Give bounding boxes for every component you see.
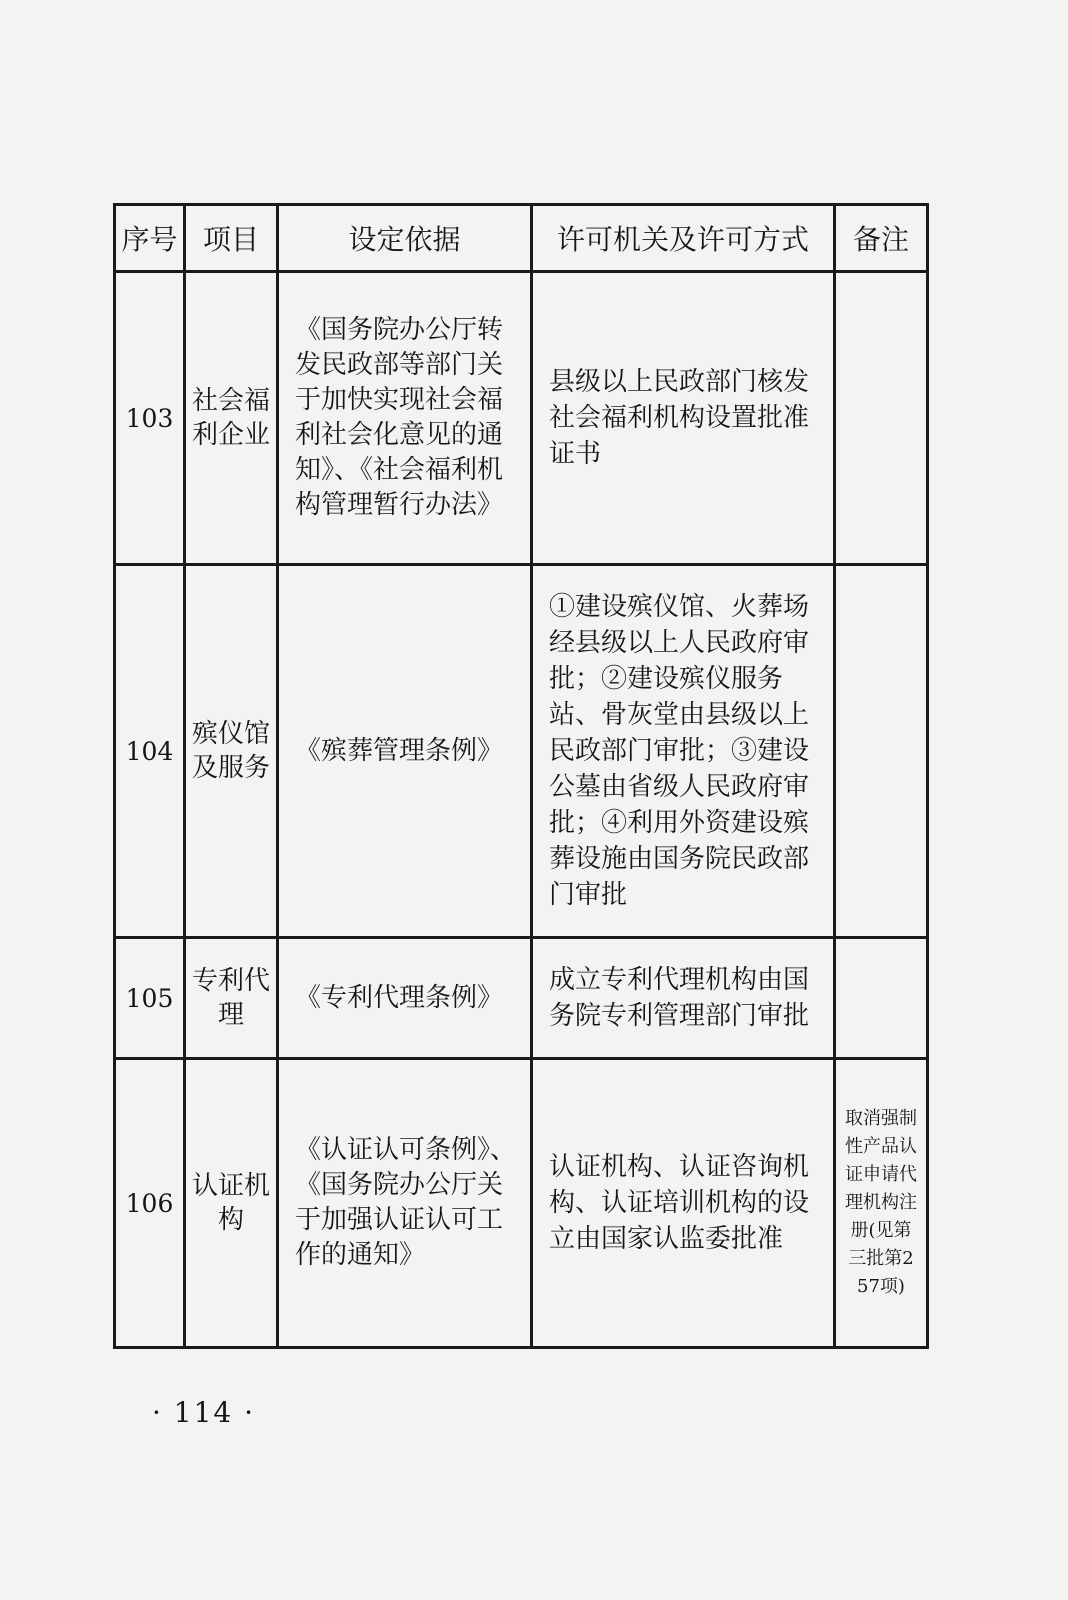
row-authority-method: 认证机构、认证咨询机构、认证培训机构的设立由国家认监委批准 [532, 1059, 835, 1348]
row-authority-method: ①建设殡仪馆、火葬场经县级以上人民政府审批；②建设殡仪服务站、骨灰堂由县级以上民政部门审批；③建设公墓由省级人民政府审批；④利用外资建设殡葬设施由国务院民政部门审批 [532, 565, 835, 938]
approval-items-table-container [113, 203, 926, 1349]
row-item: 专利代理 [185, 938, 278, 1059]
row-remarks [835, 938, 928, 1059]
row-number: 106 [115, 1059, 185, 1348]
header-legal-basis: 设定依据 [278, 205, 532, 272]
header-authority-method: 许可机关及许可方式 [532, 205, 835, 272]
row-remarks: 取消强制性产品认证申请代理机构注册(见第三批第257项) [835, 1059, 928, 1348]
page-number: · 114 · [152, 1396, 256, 1429]
row-number: 103 [115, 272, 185, 565]
header-item: 项目 [185, 205, 278, 272]
row-legal-basis: 《殡葬管理条例》 [278, 565, 532, 938]
row-item: 社会福利企业 [185, 272, 278, 565]
table-row [115, 272, 928, 565]
row-legal-basis: 《专利代理条例》 [278, 938, 532, 1059]
approval-items-table [113, 203, 929, 1349]
row-legal-basis: 《认证认可条例》、《国务院办公厅关于加强认证认可工作的通知》 [278, 1059, 532, 1348]
row-legal-basis: 《国务院办公厅转发民政部等部门关于加快实现社会福利社会化意见的通知》、《社会福利机构管理暂行办法》 [278, 272, 532, 565]
table-row [115, 1059, 928, 1348]
row-number: 105 [115, 938, 185, 1059]
table-header-row [115, 205, 928, 272]
row-remarks [835, 565, 928, 938]
header-serial-number: 序号 [115, 205, 185, 272]
row-item: 殡仪馆及服务 [185, 565, 278, 938]
table-row [115, 938, 928, 1059]
row-number: 104 [115, 565, 185, 938]
row-authority-method: 成立专利代理机构由国务院专利管理部门审批 [532, 938, 835, 1059]
row-authority-method: 县级以上民政部门核发社会福利机构设置批准证书 [532, 272, 835, 565]
table-row [115, 565, 928, 938]
row-item: 认证机构 [185, 1059, 278, 1348]
header-remarks: 备注 [835, 205, 928, 272]
row-remarks [835, 272, 928, 565]
